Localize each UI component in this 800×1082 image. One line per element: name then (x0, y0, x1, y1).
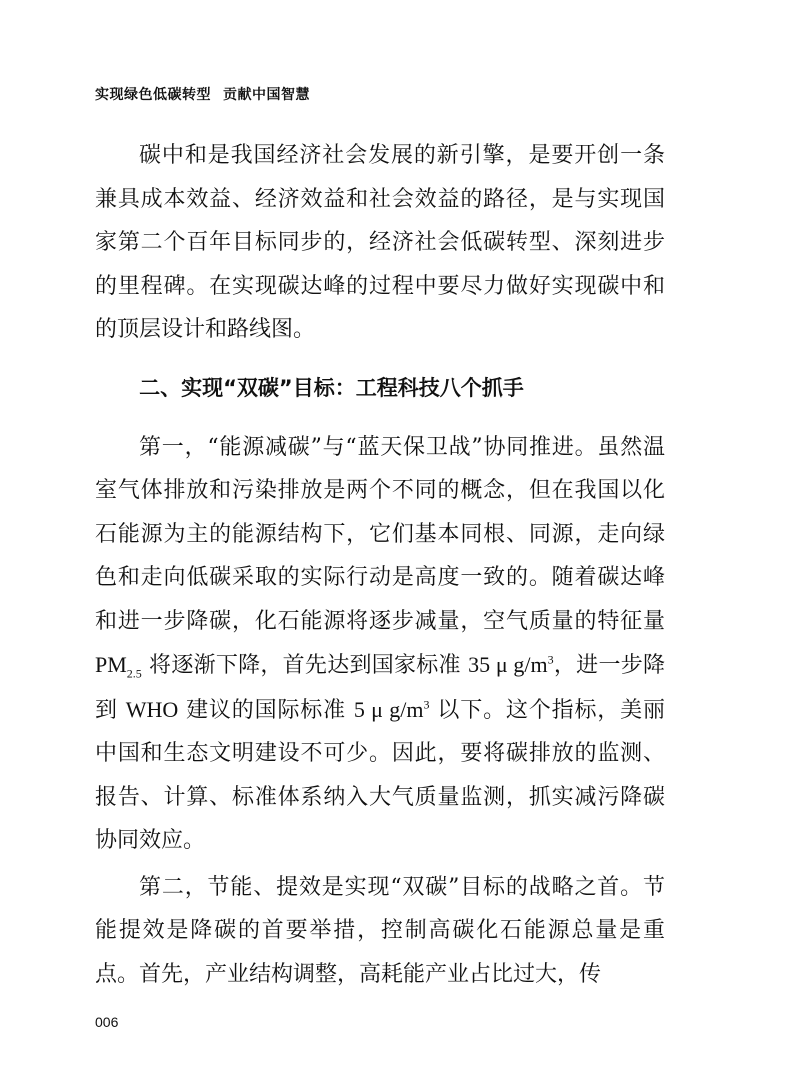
running-header-subtitle: 贡献中国智慧 (223, 87, 310, 103)
page-number: 006 (95, 1014, 119, 1030)
paragraph-1: 碳中和是我国经济社会发展的新引擎，是要开创一条兼具成本效益、经济效益和社会效益的路径，是与实现国家第二个百年目标同步的，经济社会低碳转型、深刻进步的里程碑。在实现碳达峰的过程中要尽力做好实现碳中和的顶层设计和路线图。 (95, 143, 665, 342)
paragraph-2-text-b: 将逐渐下降，首先达到国家标准 (141, 653, 469, 678)
running-header-title: 实现绿色低碳转型 (95, 87, 211, 103)
running-header (95, 84, 310, 104)
international-standard-value: 5 μ g/m (353, 696, 424, 722)
paragraph-2-text-d: 建议的国际标准 (178, 697, 354, 723)
paragraph-3: 第二，节能、提效是实现“双碳”目标的战略之首。节能提效是降碳的首要举措，控制高碳化石能源总量是重点。首先，产业结构调整，高耗能产业占比过大，传 (95, 874, 665, 987)
page-body (95, 134, 665, 996)
national-standard-value: 35 μ g/m (468, 652, 548, 677)
paragraph-2-text-e: 以下。这个指标，美丽中国和生态文明建设不可少。因此，要将碳排放的监测、报告、计算、标准体系纳入大气质量监测，抓实减污降碳协同效应。 (95, 697, 665, 853)
paragraph-2-text-a: 第一，“能源减碳”与“蓝天保卫战”协同推进。虽然温室气体排放和污染排放是两个不同的概念，但在我国以化石能源为主的能源结构下，它们基本同根、同源，走向绿色和走向低碳采取的实际行动是高度一致的。随着碳达峰和进一步降碳，化石能源将逐步减量，空气质量的特征量 (95, 434, 665, 634)
paragraph-2-text-c: ，进一步降到 (95, 653, 665, 723)
section-heading: 二、实现“双碳”目标：工程科技八个抓手 (139, 375, 524, 400)
unit-superscript-2: 3 (423, 697, 430, 712)
pm-label: PM (95, 652, 127, 677)
pm-subscript: 2.5 (126, 666, 142, 681)
who-label: WHO (125, 696, 179, 722)
unit-superscript-1: 3 (547, 652, 554, 667)
paragraph-2 (95, 426, 665, 863)
